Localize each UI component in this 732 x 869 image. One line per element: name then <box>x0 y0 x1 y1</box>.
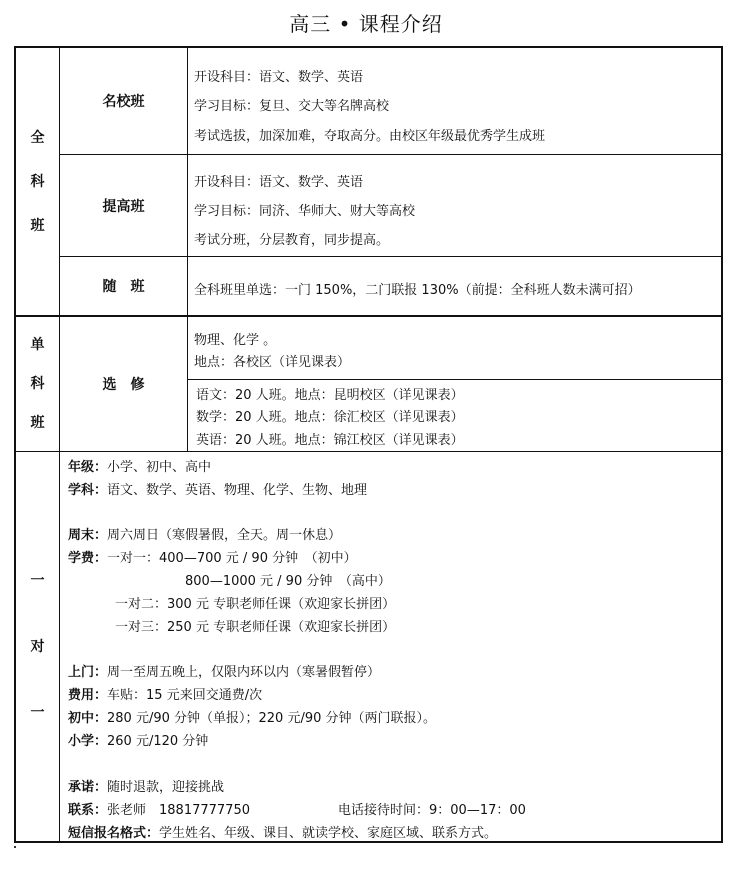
primary-school-line: 小学：260 元/120 分钟 <box>68 734 209 749</box>
fee-line-4: 一对三：250 元 专职老师任课（欢迎家长拼团） <box>115 620 396 635</box>
quanke-label: 全 科 班 <box>30 129 45 234</box>
subject-line: 学科：语文、数学、英语、物理、化学、生物、地理 <box>68 483 368 498</box>
fee-line-2: 800—1000 元 / 90 分钟 （高中） <box>185 574 391 589</box>
suiban-class-label: 随 班 <box>102 279 145 295</box>
phone-hours: 电话接待时间：9：00—17：00 <box>338 803 526 818</box>
visit-line: 上门：周一至周五晚上，仅限内环以内（寒暑假暂停） <box>68 665 381 680</box>
fee-line-3: 一对二：300 元 专职老师任课（欢迎家长拼团） <box>115 597 396 612</box>
xuanxiu-bottom-line-1: 语文：20 人班。地点：昆明校区（详见课表） <box>196 388 464 403</box>
tigao-class-label: 提高班 <box>102 198 145 215</box>
tigao-line-1: 开设科目：语文、数学、英语 <box>194 175 364 190</box>
middle-school-line: 初中：280 元/90 分钟（单报）；220 元/90 分钟（两门联报）。 <box>68 711 437 726</box>
page-title: 高三 • 课程介绍 <box>289 12 443 36</box>
stray-dot <box>14 846 16 848</box>
mingxiao-line-2: 学习目标：复旦、交大等名牌高校 <box>194 99 390 114</box>
mingxiao-class-label: 名校班 <box>102 94 145 110</box>
promise-line: 承诺：随时退款，迎接挑战 <box>68 780 225 795</box>
xuanxiu-bottom-line-3: 英语：20 人班。地点：锦江校区（详见课表） <box>196 433 464 448</box>
suiban-line-1: 全科班里单选：一门 150%，二门联报 130%（前提：全科班人数未满可招） <box>194 283 641 298</box>
mingxiao-line-3: 考试选拔，加深加难，夺取高分。由校区年级最优秀学生成班 <box>194 129 546 144</box>
sms-format-line: 短信报名格式：学生姓名、年级、课目、就读学校、家庭区域、联系方式。 <box>68 826 498 841</box>
yidui-label: 一 对 一 <box>30 572 45 721</box>
cost-line: 费用：车贴：15 元来回交通费/次 <box>68 688 263 703</box>
xuanxiu-bottom-line-2: 数学：20 人班。地点：徐汇校区（详见课表） <box>196 410 464 425</box>
tigao-line-3: 考试分班，分层教育，同步提高。 <box>194 233 390 248</box>
tigao-line-2: 学习目标：同济、华师大、财大等高校 <box>194 204 416 219</box>
fee-line-1: 学费：一对一：400—700 元 / 90 分钟 （初中） <box>68 551 357 566</box>
xuanxiu-class-label: 选 修 <box>102 377 145 393</box>
xuanxiu-top-line-2: 地点：各校区（详见课表） <box>194 355 351 370</box>
weekend-line: 周末：周六周日（寒假暑假，全天。周一休息） <box>68 528 342 543</box>
xuanxiu-top-line-1: 物理、化学 。 <box>194 333 277 348</box>
danke-label: 单 科 班 <box>30 337 45 431</box>
mingxiao-line-1: 开设科目：语文、数学、英语 <box>194 70 364 85</box>
grade-line: 年级：小学、初中、高中 <box>68 460 212 475</box>
contact-line: 联系：张老师 18817777750 <box>68 803 250 818</box>
